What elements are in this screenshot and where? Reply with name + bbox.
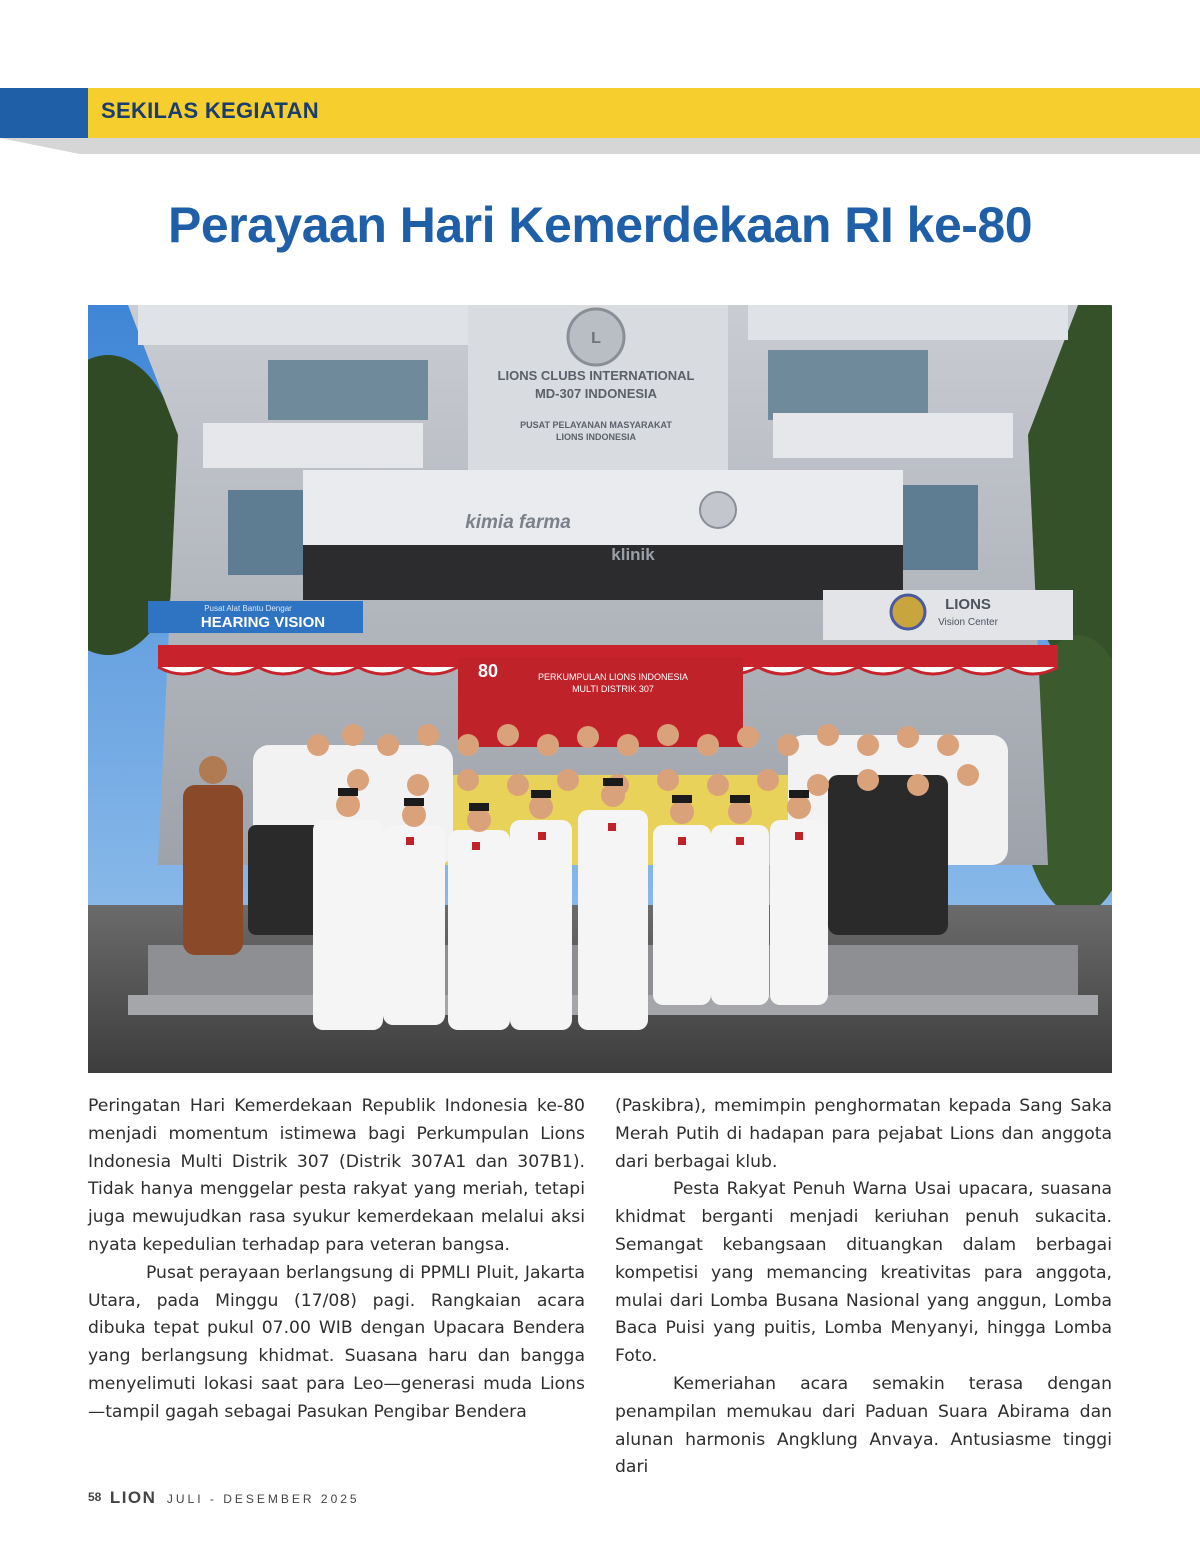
banner-number: 80	[477, 661, 499, 681]
magazine-name: LION	[109, 1488, 157, 1507]
building-sign-line4: LIONS INDONESIA	[555, 432, 637, 442]
lions-sub-sign: Vision Center	[938, 617, 998, 628]
group-photo	[88, 305, 1112, 1073]
body-paragraph: Pusat perayaan berlangsung di PPMLI Pluit, Jakarta Utara, pada Minggu (17/08) pagi. Rangkaian acara dibuka tepat pukul 07.00 WIB dengan Upacara Bendera yang berlangsung khidmat. Suasana haru dan bangga menyelimuti lokasi saat para Leo—generasi muda Lions—tampil gagah sebagai Pasukan Pengibar Bendera	[88, 1262, 585, 1422]
page-number: 58	[88, 1490, 102, 1504]
clinic-sign: klinik	[611, 545, 655, 564]
body-column-left	[88, 1093, 585, 1427]
body-paragraph: Peringatan Hari Kemerdekaan Republik Indonesia ke-80 menjadi momentum istimewa bagi Perkumpulan Lions Indonesia Multi Distrik 307 (Distrik 307A1 dan 307B1). Tidak hanya menggelar pesta rakyat yang meriah, tetapi juga mewujudkan rasa syukur kemerdekaan melalui aksi nyata kepedulian terhadap para veteran bangsa.	[88, 1096, 585, 1255]
banner-line2: MULTI DISTRIK 307	[572, 684, 654, 694]
lions-sign: LIONS	[945, 596, 991, 613]
building-sign-line1: LIONS CLUBS INTERNATIONAL	[497, 368, 695, 383]
building-sign-line3: PUSAT PELAYANAN MASYARAKAT	[520, 420, 672, 430]
body-column-right	[615, 1093, 1112, 1482]
body-paragraph: (Paskibra), memimpin penghormatan kepada Sang Saka Merah Putih di hadapan para pejabat Lions dan anggota dari berbagai klub.	[615, 1096, 1112, 1172]
article-title: Perayaan Hari Kemerdekaan RI ke-80	[167, 197, 1033, 253]
banner-line1: PERKUMPULAN LIONS INDONESIA	[537, 672, 689, 682]
issue-period: JULI - DESEMBER 2025	[166, 1492, 360, 1506]
hearing-sign: HEARING VISION	[200, 614, 326, 631]
header-band-shadow	[0, 138, 1200, 154]
section-label: SEKILAS KEGIATAN	[101, 98, 319, 123]
hearing-small-text: Pusat Alat Bantu Dengar	[204, 604, 292, 613]
shop-sign: kimia farma	[465, 512, 571, 533]
header-band-blue-block	[0, 88, 88, 138]
svg-text:L: L	[591, 330, 601, 347]
body-paragraph: Pesta Rakyat Penuh Warna Usai upacara, suasana khidmat berganti menjadi keriuhan penuh sukacita. Semangat kebangsaan dituangkan dalam berbagai kompetisi yang memancing kreativitas para anggota, mulai dari Lomba Busana Nasional yang anggun, Lomba Baca Puisi yang puitis, Lomba Menyanyi, hingga Lomba Foto.	[615, 1179, 1112, 1367]
page-footer	[88, 1488, 360, 1508]
body-paragraph: Kemeriahan acara semakin terasa dengan penampilan memukau dari Paduan Suara Abirama dan alunan harmonis Angklung Anvaya. Antusiasme tinggi dari	[615, 1373, 1112, 1478]
building-sign-line2: MD-307 INDONESIA	[534, 386, 658, 401]
